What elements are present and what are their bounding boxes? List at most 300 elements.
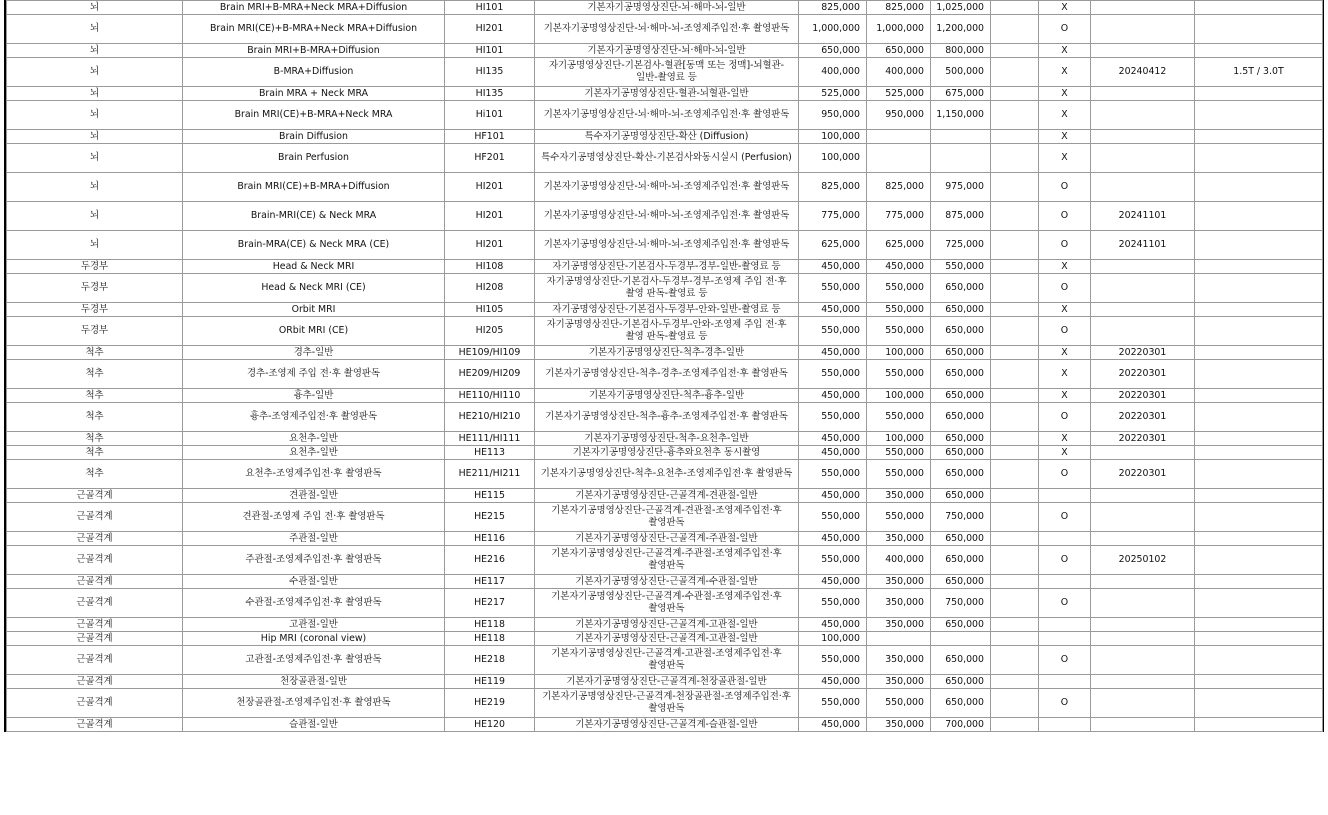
cell-blank xyxy=(991,689,1039,718)
cell-date xyxy=(1091,144,1195,173)
cell-blank xyxy=(991,44,1039,58)
cell-description: 기본자기공명영상진단-혈관-뇌혈관-일반 xyxy=(535,87,799,101)
cell-description: 기본자기공명영상진단-척추-흉추-조영제주입전·후 촬영판독 xyxy=(535,403,799,432)
cell-price-3: 650,000 xyxy=(931,460,991,489)
cell-price-3: 1,025,000 xyxy=(931,1,991,15)
cell-contrast: X xyxy=(1039,58,1091,87)
cell-description: 기본자기공명영상진단-근골격계-주관절-조영제주입전·후 촬영판독 xyxy=(535,546,799,575)
cell-date xyxy=(1091,173,1195,202)
cell-note xyxy=(1195,87,1323,101)
cell-exam-name: 슬관절-일반 xyxy=(183,718,445,732)
table-row xyxy=(7,303,1323,317)
cell-blank xyxy=(991,303,1039,317)
cell-code: HE116 xyxy=(445,532,535,546)
cell-exam-name: Head & Neck MRI (CE) xyxy=(183,274,445,303)
cell-code: HI201 xyxy=(445,15,535,44)
cell-contrast: X xyxy=(1039,446,1091,460)
cell-price-3: 650,000 xyxy=(931,346,991,360)
cell-exam-name: Brain MRI(CE)+B-MRA+Neck MRA xyxy=(183,101,445,130)
cell-region: 두경부 xyxy=(7,260,183,274)
cell-price-2: 400,000 xyxy=(867,546,931,575)
cell-description: 기본자기공명영상진단-근골격계-수관절-일반 xyxy=(535,575,799,589)
cell-date xyxy=(1091,274,1195,303)
cell-date: 20220301 xyxy=(1091,346,1195,360)
cell-date xyxy=(1091,260,1195,274)
cell-region: 뇌 xyxy=(7,58,183,87)
cell-price-2: 825,000 xyxy=(867,173,931,202)
cell-price-2: 550,000 xyxy=(867,446,931,460)
cell-region: 근골격계 xyxy=(7,618,183,632)
table-row xyxy=(7,58,1323,87)
cell-price-1: 550,000 xyxy=(799,689,867,718)
cell-price-2: 350,000 xyxy=(867,675,931,689)
cell-date xyxy=(1091,718,1195,732)
cell-blank xyxy=(991,202,1039,231)
cell-region: 뇌 xyxy=(7,130,183,144)
cell-price-1: 1,000,000 xyxy=(799,15,867,44)
table-row xyxy=(7,173,1323,202)
cell-contrast: X xyxy=(1039,1,1091,15)
cell-blank xyxy=(991,130,1039,144)
cell-code: HE120 xyxy=(445,718,535,732)
cell-code: HE209/HI209 xyxy=(445,360,535,389)
cell-price-3: 650,000 xyxy=(931,274,991,303)
cell-code: HE217 xyxy=(445,589,535,618)
cell-blank xyxy=(991,403,1039,432)
cell-price-1: 450,000 xyxy=(799,489,867,503)
cell-blank xyxy=(991,489,1039,503)
cell-date xyxy=(1091,489,1195,503)
cell-blank xyxy=(991,231,1039,260)
cell-code: HE117 xyxy=(445,575,535,589)
cell-code: HE118 xyxy=(445,632,535,646)
cell-note xyxy=(1195,446,1323,460)
cell-description: 특수자기공명영상진단-확산-기본검사와동시실시 (Perfusion) xyxy=(535,144,799,173)
cell-region: 척추 xyxy=(7,389,183,403)
cell-blank xyxy=(991,260,1039,274)
cell-exam-name: Orbit MRI xyxy=(183,303,445,317)
cell-note xyxy=(1195,718,1323,732)
cell-price-1: 825,000 xyxy=(799,173,867,202)
cell-date: 20220301 xyxy=(1091,360,1195,389)
cell-price-1: 775,000 xyxy=(799,202,867,231)
cell-blank xyxy=(991,346,1039,360)
cell-date xyxy=(1091,575,1195,589)
cell-contrast xyxy=(1039,618,1091,632)
cell-price-3: 650,000 xyxy=(931,403,991,432)
cell-price-2: 350,000 xyxy=(867,489,931,503)
cell-price-2: 350,000 xyxy=(867,575,931,589)
cell-note xyxy=(1195,1,1323,15)
table-row xyxy=(7,202,1323,231)
cell-region: 뇌 xyxy=(7,101,183,130)
cell-price-1: 450,000 xyxy=(799,675,867,689)
cell-price-1: 825,000 xyxy=(799,1,867,15)
cell-region: 뇌 xyxy=(7,15,183,44)
table-row xyxy=(7,1,1323,15)
cell-code: HF201 xyxy=(445,144,535,173)
cell-note xyxy=(1195,317,1323,346)
cell-price-2: 100,000 xyxy=(867,389,931,403)
cell-contrast: O xyxy=(1039,274,1091,303)
cell-price-3: 650,000 xyxy=(931,389,991,403)
table-row xyxy=(7,432,1323,446)
cell-blank xyxy=(991,646,1039,675)
cell-exam-name: 흉추-일반 xyxy=(183,389,445,403)
cell-description: 기본자기공명영상진단-뇌·해마-뇌-조영제주입전·후 촬영판독 xyxy=(535,15,799,44)
table-row xyxy=(7,15,1323,44)
cell-region: 척추 xyxy=(7,460,183,489)
cell-blank xyxy=(991,718,1039,732)
cell-exam-name: Brain MRI+B-MRA+Diffusion xyxy=(183,44,445,58)
cell-blank xyxy=(991,173,1039,202)
cell-price-3: 650,000 xyxy=(931,446,991,460)
cell-description: 기본자기공명영상진단-근골격계-고관절-조영제주입전·후 촬영판독 xyxy=(535,646,799,675)
cell-contrast: O xyxy=(1039,173,1091,202)
table-row xyxy=(7,260,1323,274)
cell-price-2: 650,000 xyxy=(867,44,931,58)
table-row xyxy=(7,618,1323,632)
cell-region: 근골격계 xyxy=(7,575,183,589)
cell-contrast: X xyxy=(1039,389,1091,403)
cell-price-3: 650,000 xyxy=(931,360,991,389)
cell-description: 기본자기공명영상진단-뇌·해마-뇌-조영제주입전·후 촬영판독 xyxy=(535,173,799,202)
cell-code: HI101 xyxy=(445,1,535,15)
cell-date: 20241101 xyxy=(1091,231,1195,260)
cell-price-1: 550,000 xyxy=(799,403,867,432)
cell-description: 기본자기공명영상진단-근골격계-천장골관절-조영제주입전·후 촬영판독 xyxy=(535,689,799,718)
cell-price-1: 100,000 xyxy=(799,144,867,173)
cell-contrast: O xyxy=(1039,589,1091,618)
cell-description: 기본자기공명영상진단-근골격계-천장골관절-일반 xyxy=(535,675,799,689)
cell-code: HE110/HI110 xyxy=(445,389,535,403)
cell-region: 근골격계 xyxy=(7,546,183,575)
cell-note xyxy=(1195,489,1323,503)
cell-note xyxy=(1195,346,1323,360)
cell-price-1: 450,000 xyxy=(799,303,867,317)
cell-note xyxy=(1195,403,1323,432)
cell-price-2: 825,000 xyxy=(867,1,931,15)
cell-price-1: 450,000 xyxy=(799,575,867,589)
cell-region: 뇌 xyxy=(7,202,183,231)
cell-region: 뇌 xyxy=(7,144,183,173)
table-row xyxy=(7,389,1323,403)
cell-price-2: 550,000 xyxy=(867,274,931,303)
cell-date xyxy=(1091,87,1195,101)
cell-exam-name: 주관절-조영제주입전·후 촬영판독 xyxy=(183,546,445,575)
cell-price-1: 550,000 xyxy=(799,546,867,575)
cell-price-3: 650,000 xyxy=(931,317,991,346)
cell-exam-name: Brain MRI+B-MRA+Neck MRA+Diffusion xyxy=(183,1,445,15)
cell-price-3: 750,000 xyxy=(931,589,991,618)
cell-price-2: 775,000 xyxy=(867,202,931,231)
cell-contrast: X xyxy=(1039,346,1091,360)
cell-region: 척추 xyxy=(7,432,183,446)
cell-note xyxy=(1195,202,1323,231)
cell-code: HI208 xyxy=(445,274,535,303)
cell-description: 기본자기공명영상진단-척추-경추-일반 xyxy=(535,346,799,360)
cell-blank xyxy=(991,274,1039,303)
cell-exam-name: B-MRA+Diffusion xyxy=(183,58,445,87)
cell-region: 근골격계 xyxy=(7,718,183,732)
cell-note xyxy=(1195,231,1323,260)
cell-exam-name: 흉추-조영제주입전·후 촬영판독 xyxy=(183,403,445,432)
cell-region: 뇌 xyxy=(7,1,183,15)
cell-region: 근골격계 xyxy=(7,632,183,646)
cell-code: HE119 xyxy=(445,675,535,689)
cell-price-2: 550,000 xyxy=(867,360,931,389)
cell-code: HE115 xyxy=(445,489,535,503)
cell-contrast: O xyxy=(1039,460,1091,489)
cell-code: Hi101 xyxy=(445,101,535,130)
cell-price-2: 950,000 xyxy=(867,101,931,130)
cell-code: HE218 xyxy=(445,646,535,675)
cell-region: 척추 xyxy=(7,403,183,432)
cell-description: 기본자기공명영상진단-근골격계-슬관절-일반 xyxy=(535,718,799,732)
table-row xyxy=(7,689,1323,718)
cell-note xyxy=(1195,503,1323,532)
table-row xyxy=(7,718,1323,732)
cell-price-2: 625,000 xyxy=(867,231,931,260)
cell-price-1: 950,000 xyxy=(799,101,867,130)
cell-price-1: 100,000 xyxy=(799,632,867,646)
cell-blank xyxy=(991,1,1039,15)
cell-price-2: 550,000 xyxy=(867,317,931,346)
cell-date xyxy=(1091,101,1195,130)
cell-exam-name: Head & Neck MRI xyxy=(183,260,445,274)
cell-description: 기본자기공명영상진단-근골격계-견관절-일반 xyxy=(535,489,799,503)
table-row xyxy=(7,403,1323,432)
cell-blank xyxy=(991,87,1039,101)
cell-note xyxy=(1195,274,1323,303)
cell-description: 기본자기공명영상진단-근골격계-주관절-일반 xyxy=(535,532,799,546)
cell-price-3: 650,000 xyxy=(931,546,991,575)
cell-price-1: 550,000 xyxy=(799,460,867,489)
cell-exam-name: 수관절-조영제주입전·후 촬영판독 xyxy=(183,589,445,618)
cell-date xyxy=(1091,503,1195,532)
cell-price-3: 750,000 xyxy=(931,503,991,532)
cell-note xyxy=(1195,144,1323,173)
cell-contrast: O xyxy=(1039,503,1091,532)
table-row xyxy=(7,546,1323,575)
cell-price-1: 550,000 xyxy=(799,274,867,303)
cell-price-3: 675,000 xyxy=(931,87,991,101)
cell-note xyxy=(1195,130,1323,144)
cell-region: 뇌 xyxy=(7,173,183,202)
cell-blank xyxy=(991,317,1039,346)
cell-description: 기본자기공명영상진단-흉추와요천추 동시촬영 xyxy=(535,446,799,460)
cell-note xyxy=(1195,618,1323,632)
cell-price-3: 550,000 xyxy=(931,260,991,274)
table-row xyxy=(7,503,1323,532)
cell-price-3: 1,150,000 xyxy=(931,101,991,130)
cell-note xyxy=(1195,675,1323,689)
table-row xyxy=(7,87,1323,101)
cell-description: 기본자기공명영상진단-척추-요천추-일반 xyxy=(535,432,799,446)
cell-price-1: 450,000 xyxy=(799,346,867,360)
cell-region: 근골격계 xyxy=(7,589,183,618)
cell-contrast: O xyxy=(1039,689,1091,718)
cell-note xyxy=(1195,44,1323,58)
cell-exam-name: 요천추-일반 xyxy=(183,432,445,446)
cell-description: 기본자기공명영상진단-뇌·해마-뇌-조영제주입전·후 촬영판독 xyxy=(535,101,799,130)
cell-region: 근골격계 xyxy=(7,646,183,675)
cell-region: 두경부 xyxy=(7,274,183,303)
cell-date xyxy=(1091,689,1195,718)
table-row xyxy=(7,675,1323,689)
cell-date: 20241101 xyxy=(1091,202,1195,231)
cell-date: 20220301 xyxy=(1091,403,1195,432)
table-row xyxy=(7,589,1323,618)
cell-note xyxy=(1195,389,1323,403)
cell-contrast: X xyxy=(1039,101,1091,130)
cell-price-3: 650,000 xyxy=(931,618,991,632)
cell-price-1: 400,000 xyxy=(799,58,867,87)
cell-blank xyxy=(991,546,1039,575)
cell-blank xyxy=(991,575,1039,589)
cell-price-2: 350,000 xyxy=(867,589,931,618)
cell-date xyxy=(1091,15,1195,44)
table-row xyxy=(7,231,1323,260)
cell-contrast: O xyxy=(1039,646,1091,675)
cell-price-2: 100,000 xyxy=(867,432,931,446)
cell-price-1: 450,000 xyxy=(799,532,867,546)
cell-contrast: O xyxy=(1039,202,1091,231)
cell-code: HE215 xyxy=(445,503,535,532)
cell-date xyxy=(1091,632,1195,646)
price-table-sheet xyxy=(4,0,1324,732)
cell-date xyxy=(1091,1,1195,15)
cell-price-2 xyxy=(867,144,931,173)
cell-contrast: X xyxy=(1039,303,1091,317)
cell-contrast xyxy=(1039,675,1091,689)
cell-description: 기본자기공명영상진단-척추-요천추-조영제주입전·후 촬영판독 xyxy=(535,460,799,489)
cell-description: 기본자기공명영상진단-근골격계-고관절-일반 xyxy=(535,632,799,646)
cell-price-2: 350,000 xyxy=(867,718,931,732)
cell-description: 기본자기공명영상진단-척추-흉추-일반 xyxy=(535,389,799,403)
cell-price-3: 650,000 xyxy=(931,489,991,503)
table-row xyxy=(7,346,1323,360)
cell-date xyxy=(1091,303,1195,317)
cell-exam-name: 주관절-일반 xyxy=(183,532,445,546)
cell-exam-name: Brain MRI(CE)+B-MRA+Diffusion xyxy=(183,173,445,202)
cell-price-2: 550,000 xyxy=(867,503,931,532)
cell-price-1: 450,000 xyxy=(799,260,867,274)
cell-exam-name: 경추-조영제 주입 전·후 촬영판독 xyxy=(183,360,445,389)
cell-note xyxy=(1195,532,1323,546)
cell-code: HI135 xyxy=(445,87,535,101)
cell-description: 자기공명영상진단-기본검사-두경부-안와-일반-촬영료 등 xyxy=(535,303,799,317)
cell-note xyxy=(1195,360,1323,389)
cell-description: 기본자기공명영상진단-근골격계-견관절-조영제주입전·후 촬영판독 xyxy=(535,503,799,532)
cell-price-3: 875,000 xyxy=(931,202,991,231)
cell-date: 20220301 xyxy=(1091,432,1195,446)
table-row xyxy=(7,632,1323,646)
cell-price-3 xyxy=(931,144,991,173)
cell-price-3 xyxy=(931,130,991,144)
cell-blank xyxy=(991,360,1039,389)
cell-blank xyxy=(991,15,1039,44)
cell-blank xyxy=(991,144,1039,173)
cell-contrast xyxy=(1039,532,1091,546)
cell-region: 근골격계 xyxy=(7,489,183,503)
cell-exam-name: 천장골관절-조영제주입전·후 촬영판독 xyxy=(183,689,445,718)
cell-region: 척추 xyxy=(7,360,183,389)
cell-blank xyxy=(991,389,1039,403)
cell-price-2: 550,000 xyxy=(867,689,931,718)
cell-price-3: 700,000 xyxy=(931,718,991,732)
cell-note xyxy=(1195,632,1323,646)
table-row xyxy=(7,646,1323,675)
mri-price-table xyxy=(6,0,1323,732)
cell-price-3: 650,000 xyxy=(931,303,991,317)
cell-note xyxy=(1195,589,1323,618)
cell-blank xyxy=(991,503,1039,532)
cell-code: HF101 xyxy=(445,130,535,144)
cell-contrast: X xyxy=(1039,432,1091,446)
cell-code: HI205 xyxy=(445,317,535,346)
cell-price-1: 550,000 xyxy=(799,503,867,532)
cell-blank xyxy=(991,618,1039,632)
cell-note xyxy=(1195,432,1323,446)
cell-price-1: 450,000 xyxy=(799,718,867,732)
cell-price-2: 350,000 xyxy=(867,532,931,546)
cell-region: 뇌 xyxy=(7,231,183,260)
cell-blank xyxy=(991,58,1039,87)
cell-contrast xyxy=(1039,718,1091,732)
cell-blank xyxy=(991,446,1039,460)
cell-code: HE211/HI211 xyxy=(445,460,535,489)
cell-description: 기본자기공명영상진단-근골격계-수관절-조영제주입전·후 촬영판독 xyxy=(535,589,799,618)
cell-note xyxy=(1195,260,1323,274)
cell-contrast: O xyxy=(1039,546,1091,575)
cell-price-3: 650,000 xyxy=(931,532,991,546)
cell-region: 척추 xyxy=(7,446,183,460)
cell-note: 1.5T / 3.0T xyxy=(1195,58,1323,87)
cell-code: HI105 xyxy=(445,303,535,317)
cell-code: HI135 xyxy=(445,58,535,87)
cell-description: 기본자기공명영상진단-뇌·해마-뇌-조영제주입전·후 촬영판독 xyxy=(535,202,799,231)
cell-note xyxy=(1195,15,1323,44)
cell-description: 기본자기공명영상진단-척추-경추-조영제주입전·후 촬영판독 xyxy=(535,360,799,389)
cell-price-1: 550,000 xyxy=(799,360,867,389)
cell-price-3: 650,000 xyxy=(931,575,991,589)
cell-date xyxy=(1091,317,1195,346)
cell-price-1: 525,000 xyxy=(799,87,867,101)
cell-price-2: 550,000 xyxy=(867,303,931,317)
cell-contrast: X xyxy=(1039,360,1091,389)
cell-note xyxy=(1195,173,1323,202)
cell-exam-name: 견관절-일반 xyxy=(183,489,445,503)
cell-contrast: X xyxy=(1039,144,1091,173)
cell-blank xyxy=(991,432,1039,446)
cell-date xyxy=(1091,532,1195,546)
cell-note xyxy=(1195,575,1323,589)
cell-price-3: 975,000 xyxy=(931,173,991,202)
cell-date: 20220301 xyxy=(1091,389,1195,403)
table-row xyxy=(7,575,1323,589)
cell-date: 20240412 xyxy=(1091,58,1195,87)
cell-date xyxy=(1091,44,1195,58)
cell-contrast: X xyxy=(1039,130,1091,144)
cell-price-2: 525,000 xyxy=(867,87,931,101)
cell-exam-name: 요천추-조영제주입전·후 촬영판독 xyxy=(183,460,445,489)
cell-contrast: O xyxy=(1039,231,1091,260)
cell-code: HI101 xyxy=(445,44,535,58)
cell-region: 두경부 xyxy=(7,303,183,317)
cell-exam-name: Brain-MRI(CE) & Neck MRA xyxy=(183,202,445,231)
cell-price-1: 450,000 xyxy=(799,432,867,446)
